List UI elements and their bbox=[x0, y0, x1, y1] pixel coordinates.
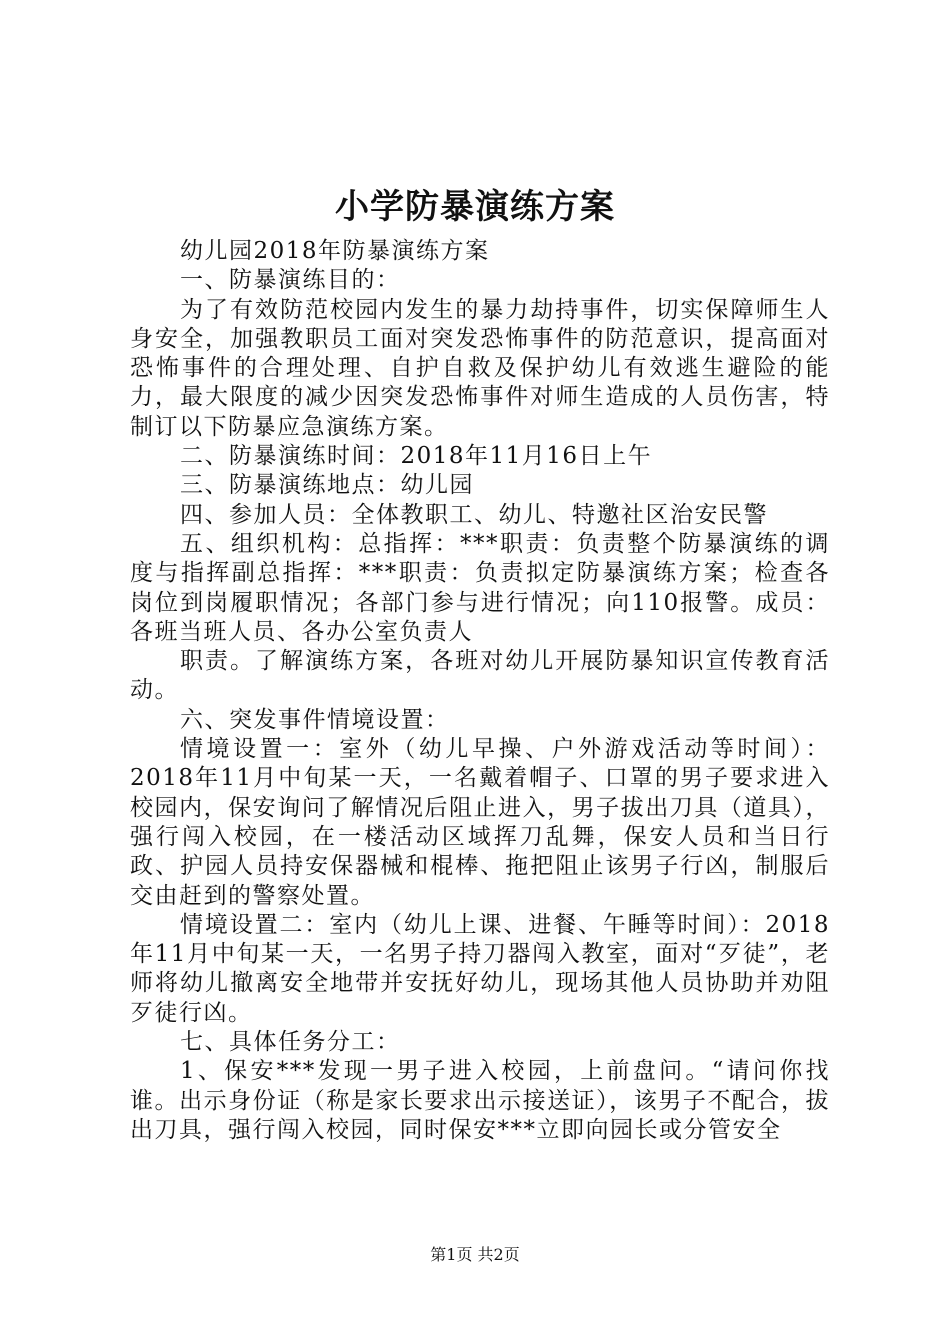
paragraph: 四、参加人员：全体教职工、幼儿、特邀社区治安民警 bbox=[180, 501, 768, 528]
paragraph: 三、防暴演练地点：幼儿园 bbox=[180, 472, 474, 499]
paragraph: 情境设置一：室外（幼儿早操、户外游戏活动等时间）：2018年11月中旬某一天，一名戴着帽子、口罩的男子要求进入校园内，保安询问了解情况后阻止进入，男子拔出刀具（道具），强行闯入校园，在一楼活动区域挥刀乱舞，保安人员和当日行政、护园人员持安保器械和棍棒、拖把阻止该男子行凶，制服后交由赶到的警察处置。 bbox=[130, 736, 830, 909]
paragraph: 七、具体任务分工： bbox=[180, 1029, 401, 1056]
paragraph: 二、防暴演练时间：2018年11月16日上午 bbox=[180, 443, 653, 470]
document-title: 小学防暴演练方案 bbox=[335, 187, 615, 227]
paragraph: 幼儿园2018年防暴演练方案 bbox=[180, 238, 490, 264]
paragraph: 情境设置二：室内（幼儿上课、进餐、午睡等时间）：2018年11月中旬某一天，一名男子持刀器闯入教室，面对“歹徒”，老师将幼儿撤离安全地带并安抚好幼儿，现场其他人员协助并劝阻歹徒行凶。 bbox=[130, 911, 830, 1026]
document-body bbox=[130, 237, 830, 1145]
page-footer: 第1页 共2页 bbox=[430, 1245, 520, 1264]
paragraph: 职责。了解演练方案，各班对幼儿开展防暴知识宣传教育活动。 bbox=[130, 648, 830, 704]
paragraph: 五、组织机构：总指挥：***职责：负责整个防暴演练的调度与指挥副总指挥：***职责：负责拟定防暴演练方案；检查各岗位到岗履职情况；各部门参与进行情况；向110报警。成员：各班当班人员、各办公室负责人 bbox=[130, 530, 830, 645]
paragraph: 一、防暴演练目的： bbox=[180, 267, 401, 294]
paragraph: 六、突发事件情境设置： bbox=[180, 706, 450, 733]
paragraph: 为了有效防范校园内发生的暴力劫持事件，切实保障师生人身安全，加强教职员工面对突发恐怖事件的防范意识，提高面对恐怖事件的合理处理、自护自救及保护幼儿有效逃生避险的能力，最大限度的减少因突发恐怖事件对师生造成的人员伤害，特制订以下防暴应急演练方案。 bbox=[130, 296, 830, 440]
paragraph: 1、保安***发现一男子进入校园，上前盘问。“请问你找谁。出示身份证（称是家长要求出示接送证），该男子不配合，拔出刀具，强行闯入校园，同时保安***立即向园长或分管安全 bbox=[130, 1058, 830, 1143]
